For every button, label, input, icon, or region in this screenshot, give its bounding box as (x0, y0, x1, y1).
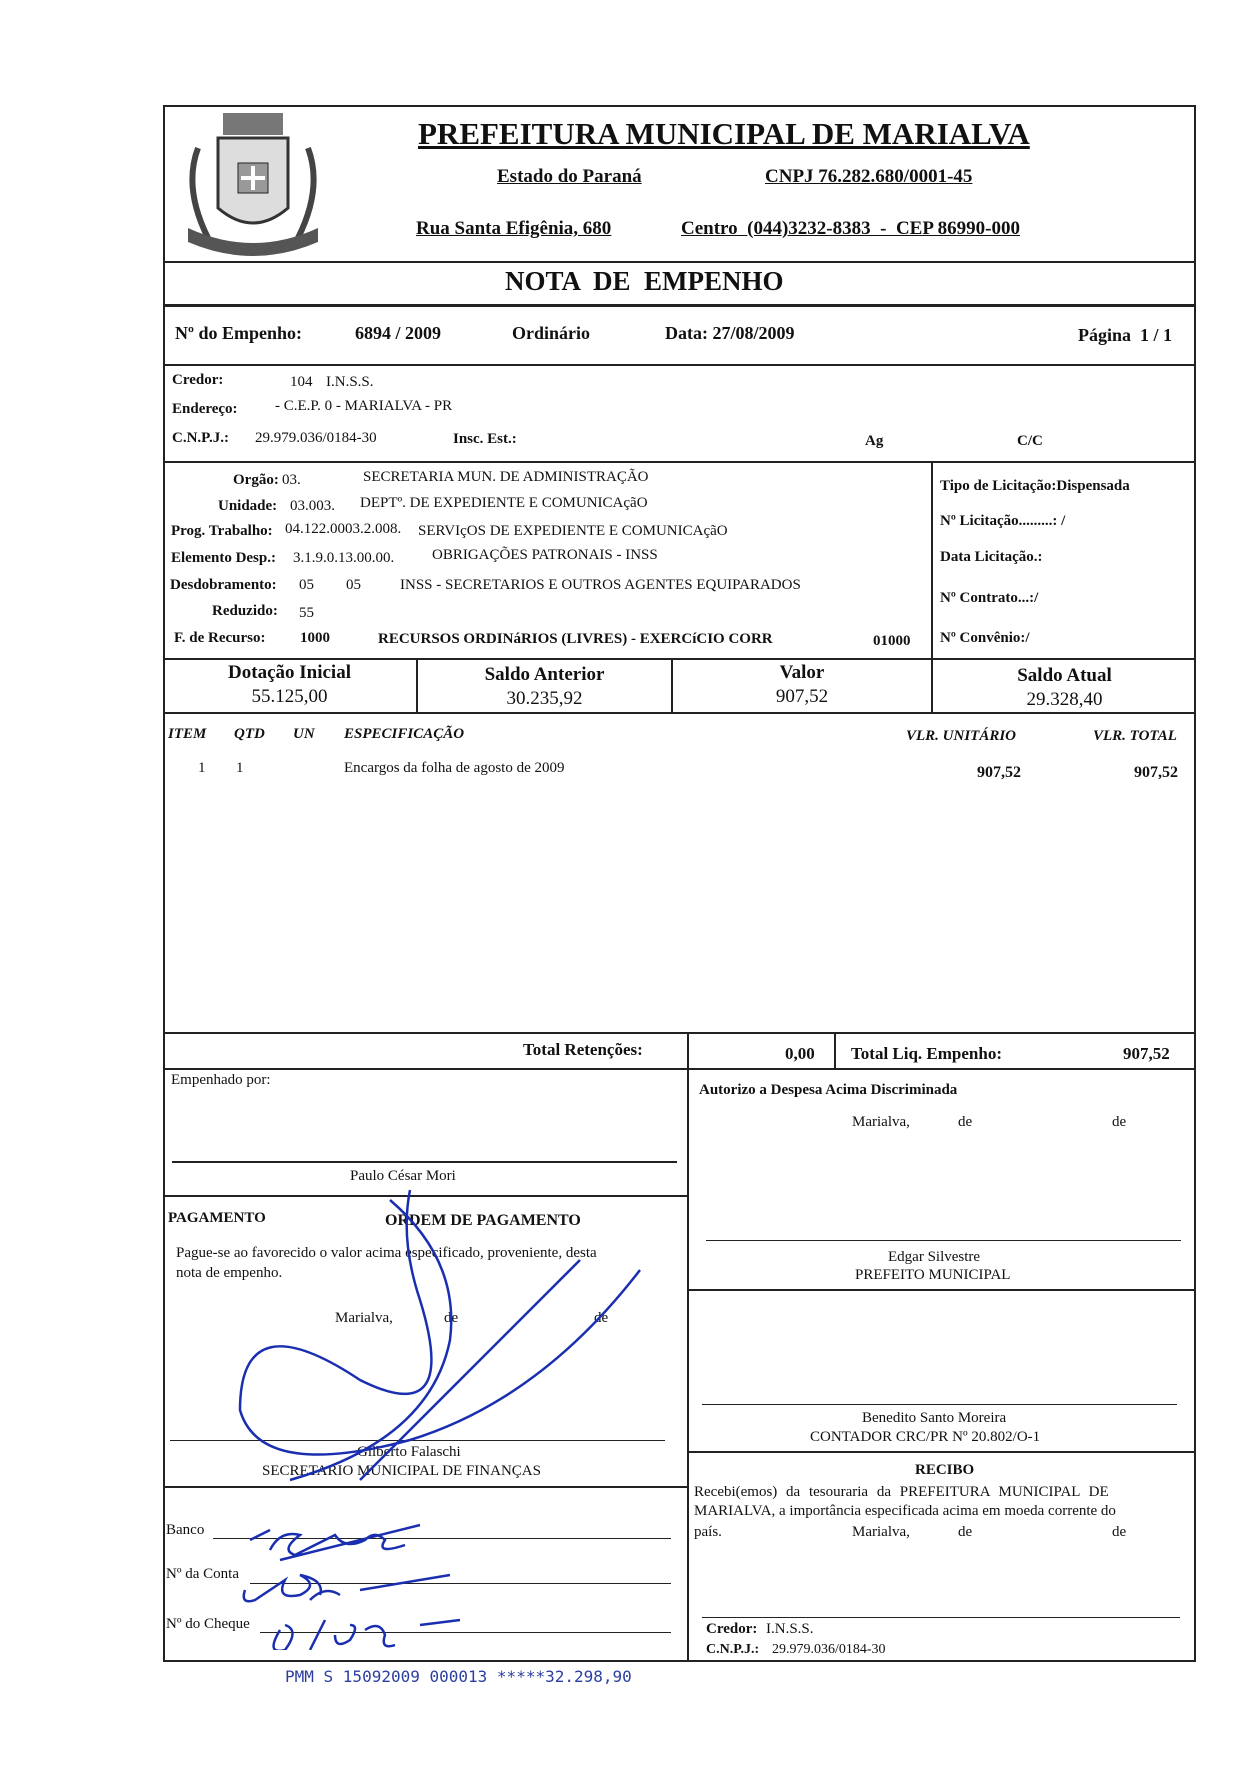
conta-label: Nº da Conta (166, 1566, 239, 1582)
recibo-text: país. (694, 1524, 722, 1540)
col-un: UN (293, 726, 315, 742)
signature-line (172, 1161, 677, 1163)
municipality-cnpj: CNPJ 76.282.680/0001-45 (765, 166, 973, 187)
signature-line (702, 1617, 1180, 1618)
divider (163, 261, 1196, 263)
credor-address: - C.E.P. 0 - MARIALVA - PR (275, 398, 453, 414)
col-unit-value: VLR. UNITÁRIO (906, 728, 1017, 744)
prefeito-name: Edgar Silvestre (888, 1249, 981, 1265)
reduzido-value: 55 (299, 605, 314, 621)
municipal-coat-of-arms-logo (168, 108, 338, 258)
contrato-numero: Nº Contrato...:/ (940, 590, 1039, 606)
divider (163, 712, 1196, 714)
recibo-cnpj: 29.979.036/0184-30 (772, 1642, 886, 1657)
de-label: de (444, 1310, 459, 1326)
saldo-atual-value: 29.328,40 (1026, 689, 1103, 710)
city-label: Marialva, (852, 1114, 910, 1130)
divider (163, 364, 1196, 366)
total-liquido-value: 907,52 (1123, 1044, 1170, 1063)
recurso-name: RECURSOS ORDINáRIOS (LIVRES) - EXERCíCIO CORR (378, 631, 773, 647)
divider (688, 1451, 1196, 1453)
contador-name: Benedito Santo Moreira (862, 1410, 1007, 1426)
divider (687, 1032, 689, 1662)
divider (163, 304, 1196, 307)
page-number: Página 1 / 1 (1078, 325, 1173, 345)
prog-code: 04.122.0003.2.008. (285, 521, 402, 537)
address: Rua Santa Efigênia, 680 (416, 218, 612, 239)
recurso-label: F. de Recurso: (174, 630, 266, 646)
insc-est-label: Insc. Est.: (453, 431, 517, 447)
recibo-cnpj-label: C.N.P.J.: (706, 1642, 760, 1657)
convenio-numero: Nº Convênio:/ (940, 630, 1030, 646)
row-qtd: 1 (236, 760, 244, 776)
pagamento-text: Pague-se ao favorecido o valor acima especificado, proveniente, desta (176, 1245, 597, 1261)
ordem-pagamento-title: ORDEM DE PAGAMENTO (385, 1212, 581, 1229)
saldo-atual-label: Saldo Atual (1017, 665, 1112, 686)
de-label: de (1112, 1114, 1127, 1130)
desdobramento-label: Desdobramento: (170, 577, 277, 593)
empenho-type: Ordinário (512, 323, 591, 343)
signature-line (706, 1240, 1181, 1241)
district-phone-cep: Centro (044)3232-8383 - CEP 86990-000 (681, 218, 1020, 239)
secretario-title: SECRETARIO MUNICIPAL DE FINANÇAS (262, 1463, 541, 1479)
state-label: Estado do Paraná (497, 166, 642, 187)
prefeito-title: PREFEITO MUNICIPAL (855, 1267, 1011, 1283)
unidade-label: Unidade: (218, 498, 278, 514)
total-liquido-label: Total Liq. Empenho: (851, 1044, 1002, 1063)
saldo-anterior-value: 30.235,92 (506, 688, 583, 709)
pagamento-label: PAGAMENTO (168, 1210, 266, 1226)
row-total-value: 907,52 (1134, 764, 1178, 781)
cnpj-label: C.N.P.J.: (172, 430, 229, 446)
credor-label: Credor: (172, 372, 224, 388)
de-label: de (958, 1524, 973, 1540)
empenhado-name: Paulo César Mori (350, 1168, 456, 1184)
licitacao-numero: Nº Licitação.........: / (940, 513, 1066, 529)
total-retencoes-label: Total Retenções: (523, 1040, 643, 1059)
divider (163, 1068, 1196, 1070)
contador-title: CONTADOR CRC/PR Nº 20.802/O-1 (810, 1429, 1041, 1445)
signature-line (702, 1404, 1177, 1405)
account-label: C/C (1017, 433, 1043, 449)
recurso-code: 1000 (300, 630, 330, 646)
empenho-date: Data: 27/08/2009 (665, 323, 795, 343)
elemento-label: Elemento Desp.: (171, 550, 276, 566)
recibo-text: MARIALVA, a importância especificada acima em moeda corrente do (694, 1503, 1116, 1519)
row-unit-value: 907,52 (977, 764, 1021, 781)
valor-value: 907,52 (775, 686, 829, 707)
empenho-label: Nº do Empenho: (175, 323, 302, 343)
dotacao-value: 55.125,00 (251, 686, 328, 707)
licitacao-tipo: Tipo de Licitação:Dispensada (940, 478, 1130, 494)
desdobramento-b: 05 (346, 577, 361, 593)
orgao-code: 03. (282, 472, 301, 488)
col-qtd: QTD (234, 726, 265, 742)
col-item: ITEM (168, 726, 207, 742)
recibo-text: Recebi(emos) da tesouraria da PREFEITURA MUNICIPAL DE (694, 1484, 1109, 1500)
banco-label: Banco (166, 1522, 205, 1538)
credor-name: I.N.S.S. (326, 374, 374, 390)
row-item: 1 (198, 760, 206, 776)
valor-label: Valor (779, 662, 825, 683)
municipality-title: PREFEITURA MUNICIPAL DE MARIALVA (418, 116, 1030, 151)
credor-cnpj: 29.979.036/0184-30 (255, 430, 377, 446)
saldo-anterior-label: Saldo Anterior (484, 664, 605, 685)
empenhado-label: Empenhado por: (171, 1072, 271, 1088)
de-label: de (594, 1310, 609, 1326)
licitacao-data: Data Licitação.: (940, 549, 1043, 565)
address-label: Endereço: (172, 401, 238, 417)
desdobramento-a: 05 (299, 577, 314, 593)
row-spec: Encargos da folha de agosto de 2009 (344, 760, 565, 776)
de-label: de (1112, 1524, 1127, 1540)
pagamento-text: nota de empenho. (176, 1265, 283, 1281)
bank-authentication-stamp: PMM S 15092009 000013 *****32.298,90 (285, 1667, 632, 1686)
orgao-label: Orgão: (233, 472, 279, 488)
unidade-name: DEPTº. DE EXPEDIENTE E COMUNICAçãO (360, 495, 648, 511)
recibo-credor-label: Credor: (706, 1621, 758, 1637)
reduzido-label: Reduzido: (212, 603, 278, 619)
city-label: Marialva, (852, 1524, 910, 1540)
divider (834, 1032, 836, 1068)
cheque-label: Nº do Cheque (166, 1616, 250, 1632)
secretario-name: Gilberto Falaschi (357, 1444, 461, 1460)
prog-label: Prog. Trabalho: (171, 523, 273, 539)
col-total-value: VLR. TOTAL (1093, 728, 1177, 744)
credor-code: 104 (290, 374, 313, 390)
recurso-number: 01000 (873, 633, 911, 649)
divider (163, 658, 1196, 660)
document-title: NOTA DE EMPENHO (505, 266, 784, 296)
prog-name: SERVIçOS DE EXPEDIENTE E COMUNICAçãO (418, 523, 728, 539)
orgao-name: SECRETARIA MUN. DE ADMINISTRAÇÃO (363, 469, 649, 485)
total-retencoes-value: 0,00 (785, 1044, 815, 1063)
autorizo-label: Autorizo a Despesa Acima Discriminada (699, 1082, 958, 1098)
recibo-credor: I.N.S.S. (766, 1621, 814, 1637)
de-label: de (958, 1114, 973, 1130)
city-label: Marialva, (335, 1310, 393, 1326)
unidade-code: 03.003. (290, 498, 335, 514)
empenho-number: 6894 / 2009 (355, 323, 442, 343)
agency-label: Ag (865, 433, 884, 449)
divider (688, 1289, 1196, 1291)
dotacao-label: Dotação Inicial (228, 662, 351, 683)
elemento-name: OBRIGAÇÕES PATRONAIS - INSS (432, 547, 658, 563)
divider (163, 1032, 1196, 1034)
elemento-code: 3.1.9.0.13.00.00. (293, 550, 395, 566)
divider (163, 461, 1196, 463)
desdobramento-name: INSS - SECRETARIOS E OUTROS AGENTES EQUIPARADOS (400, 577, 801, 593)
col-spec: ESPECIFICAÇÃO (344, 726, 465, 742)
recibo-title: RECIBO (915, 1462, 975, 1478)
handwritten-signature (160, 1180, 680, 1650)
